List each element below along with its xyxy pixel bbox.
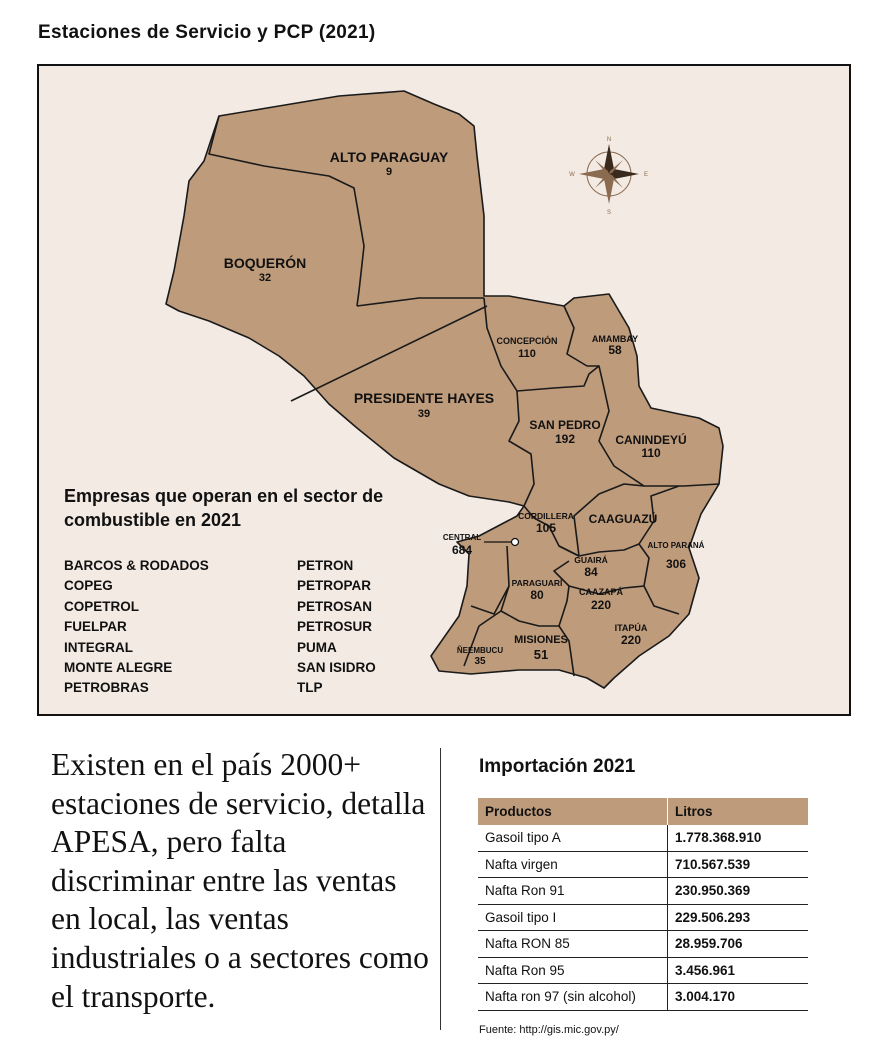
table-row [478,851,808,878]
page-title: Estaciones de Servicio y PCP (2021) [38,22,376,43]
company-item: COPETROL [64,598,140,614]
compass-s: S [606,210,612,216]
dept-name-canindeyu: CANINDEYÚ [615,433,687,447]
compass-n: N [606,137,612,143]
map-panel [37,64,851,716]
dept-value-guaira: 84 [584,565,598,579]
dept-name-boqueron: BOQUERÓN [223,255,307,271]
dept-name-cordillera: CORDILLERA [518,511,574,521]
company-item: COPEG [64,578,113,594]
dept-value-alto-parana: 306 [665,557,687,571]
source-note: Fuente: http://gis.mic.gov.py/ [479,1024,619,1036]
dept-value-misiones: 51 [533,647,549,662]
cell-litros: 230.950.369 [668,878,809,905]
cell-producto: Nafta virgen [478,851,668,878]
table-row [478,825,808,851]
dept-value-amambay: 58 [608,343,622,357]
dept-value-caazapa: 220 [590,598,612,612]
table-row [478,957,808,984]
company-item: FUELPAR [64,619,127,635]
compass-rose-icon [569,137,648,216]
dept-name-alto-paraguay: ALTO PARAGUAY [329,149,449,165]
central-marker [512,539,519,546]
dept-value-paraguari: 80 [530,588,544,602]
dept-name-amambay: AMAMBAY [591,334,639,344]
compass-w: W [569,172,575,178]
company-item: INTEGRAL [64,639,133,655]
company-item: BARCOS & RODADOS [64,558,209,573]
dept-name-central: CENTRAL [442,533,482,542]
cell-litros: 3.456.961 [668,957,809,984]
dept-name-caaguazu: CAAGUAZÚ [588,512,658,526]
dept-name-san-pedro: SAN PEDRO [529,418,601,432]
importacion-table [478,798,808,1011]
table-row [478,904,808,931]
cell-producto: Nafta ron 97 (sin alcohol) [478,984,668,1011]
dept-name-concepcion: CONCEPCIÓN [496,336,558,346]
company-item: MONTE ALEGRE [64,660,173,676]
companies-list-right [297,556,376,699]
company-item: PETROBRAS [64,680,149,696]
cell-producto: Gasoil tipo A [478,825,668,851]
dept-value-itapua: 220 [620,633,642,647]
dept-value-canindeyu: 110 [641,446,661,460]
dept-value-neembucu: 35 [474,656,486,667]
column-divider [440,748,441,1030]
cell-litros: 710.567.539 [668,851,809,878]
dept-name-itapua: ITAPÚA [614,623,648,633]
table-row [478,931,808,958]
dept-value-cordillera: 105 [535,521,557,535]
cell-litros: 3.004.170 [668,984,809,1011]
cell-producto: Nafta Ron 91 [478,878,668,905]
company-item: PETRON [297,558,354,573]
company-item: PETROPAR [297,578,372,594]
dept-value-central: 684 [451,543,473,557]
dept-name-misiones: MISIONES [514,634,568,646]
dept-value-alto-paraguay: 9 [385,166,393,178]
dept-name-caazapa: CAAZAPÁ [579,587,623,597]
dept-name-presidente-hayes: PRESIDENTE HAYES [353,390,495,406]
cell-litros: 28.959.706 [668,931,809,958]
compass-e: E [643,172,649,178]
dept-value-concepcion: 110 [518,348,536,360]
dept-name-paraguari: PARAGUARÍ [511,578,563,588]
dept-value-boqueron: 32 [258,272,272,284]
header-productos: Productos [478,798,668,825]
company-item: PUMA [297,639,337,655]
dept-name-neembucu: ÑEEMBUCU [456,646,504,655]
dept-value-presidente-hayes: 39 [417,408,431,420]
body-paragraph: Existen en el país 2000+ estaciones de servicio, detalla APESA, pero falta discriminar entre las ventas en local, las ventas industriales o a sectores como el transporte. [51,747,429,1014]
table-row [478,878,808,905]
table-header-row [478,798,808,825]
cell-producto: Nafta Ron 95 [478,957,668,984]
cell-litros: 229.506.293 [668,904,809,931]
header-litros: Litros [668,798,809,825]
dept-name-alto-parana: ALTO PARANÁ [647,541,705,550]
company-item: PETROSUR [297,619,373,635]
company-item: PETROSAN [297,598,373,614]
companies-title: Empresas que operan en el sector de combustible en 2021 [64,486,384,530]
cell-producto: Gasoil tipo I [478,904,668,931]
companies-list-left [64,556,209,699]
table-row [478,984,808,1011]
cell-litros: 1.778.368.910 [668,825,809,851]
company-item: SAN ISIDRO [297,660,376,676]
company-item: TLP [297,680,323,696]
dept-name-guaira: GUAIRÁ [574,555,608,565]
dept-value-san-pedro: 192 [554,432,576,446]
cell-producto: Nafta RON 85 [478,931,668,958]
importacion-title: Importación 2021 [479,756,636,777]
